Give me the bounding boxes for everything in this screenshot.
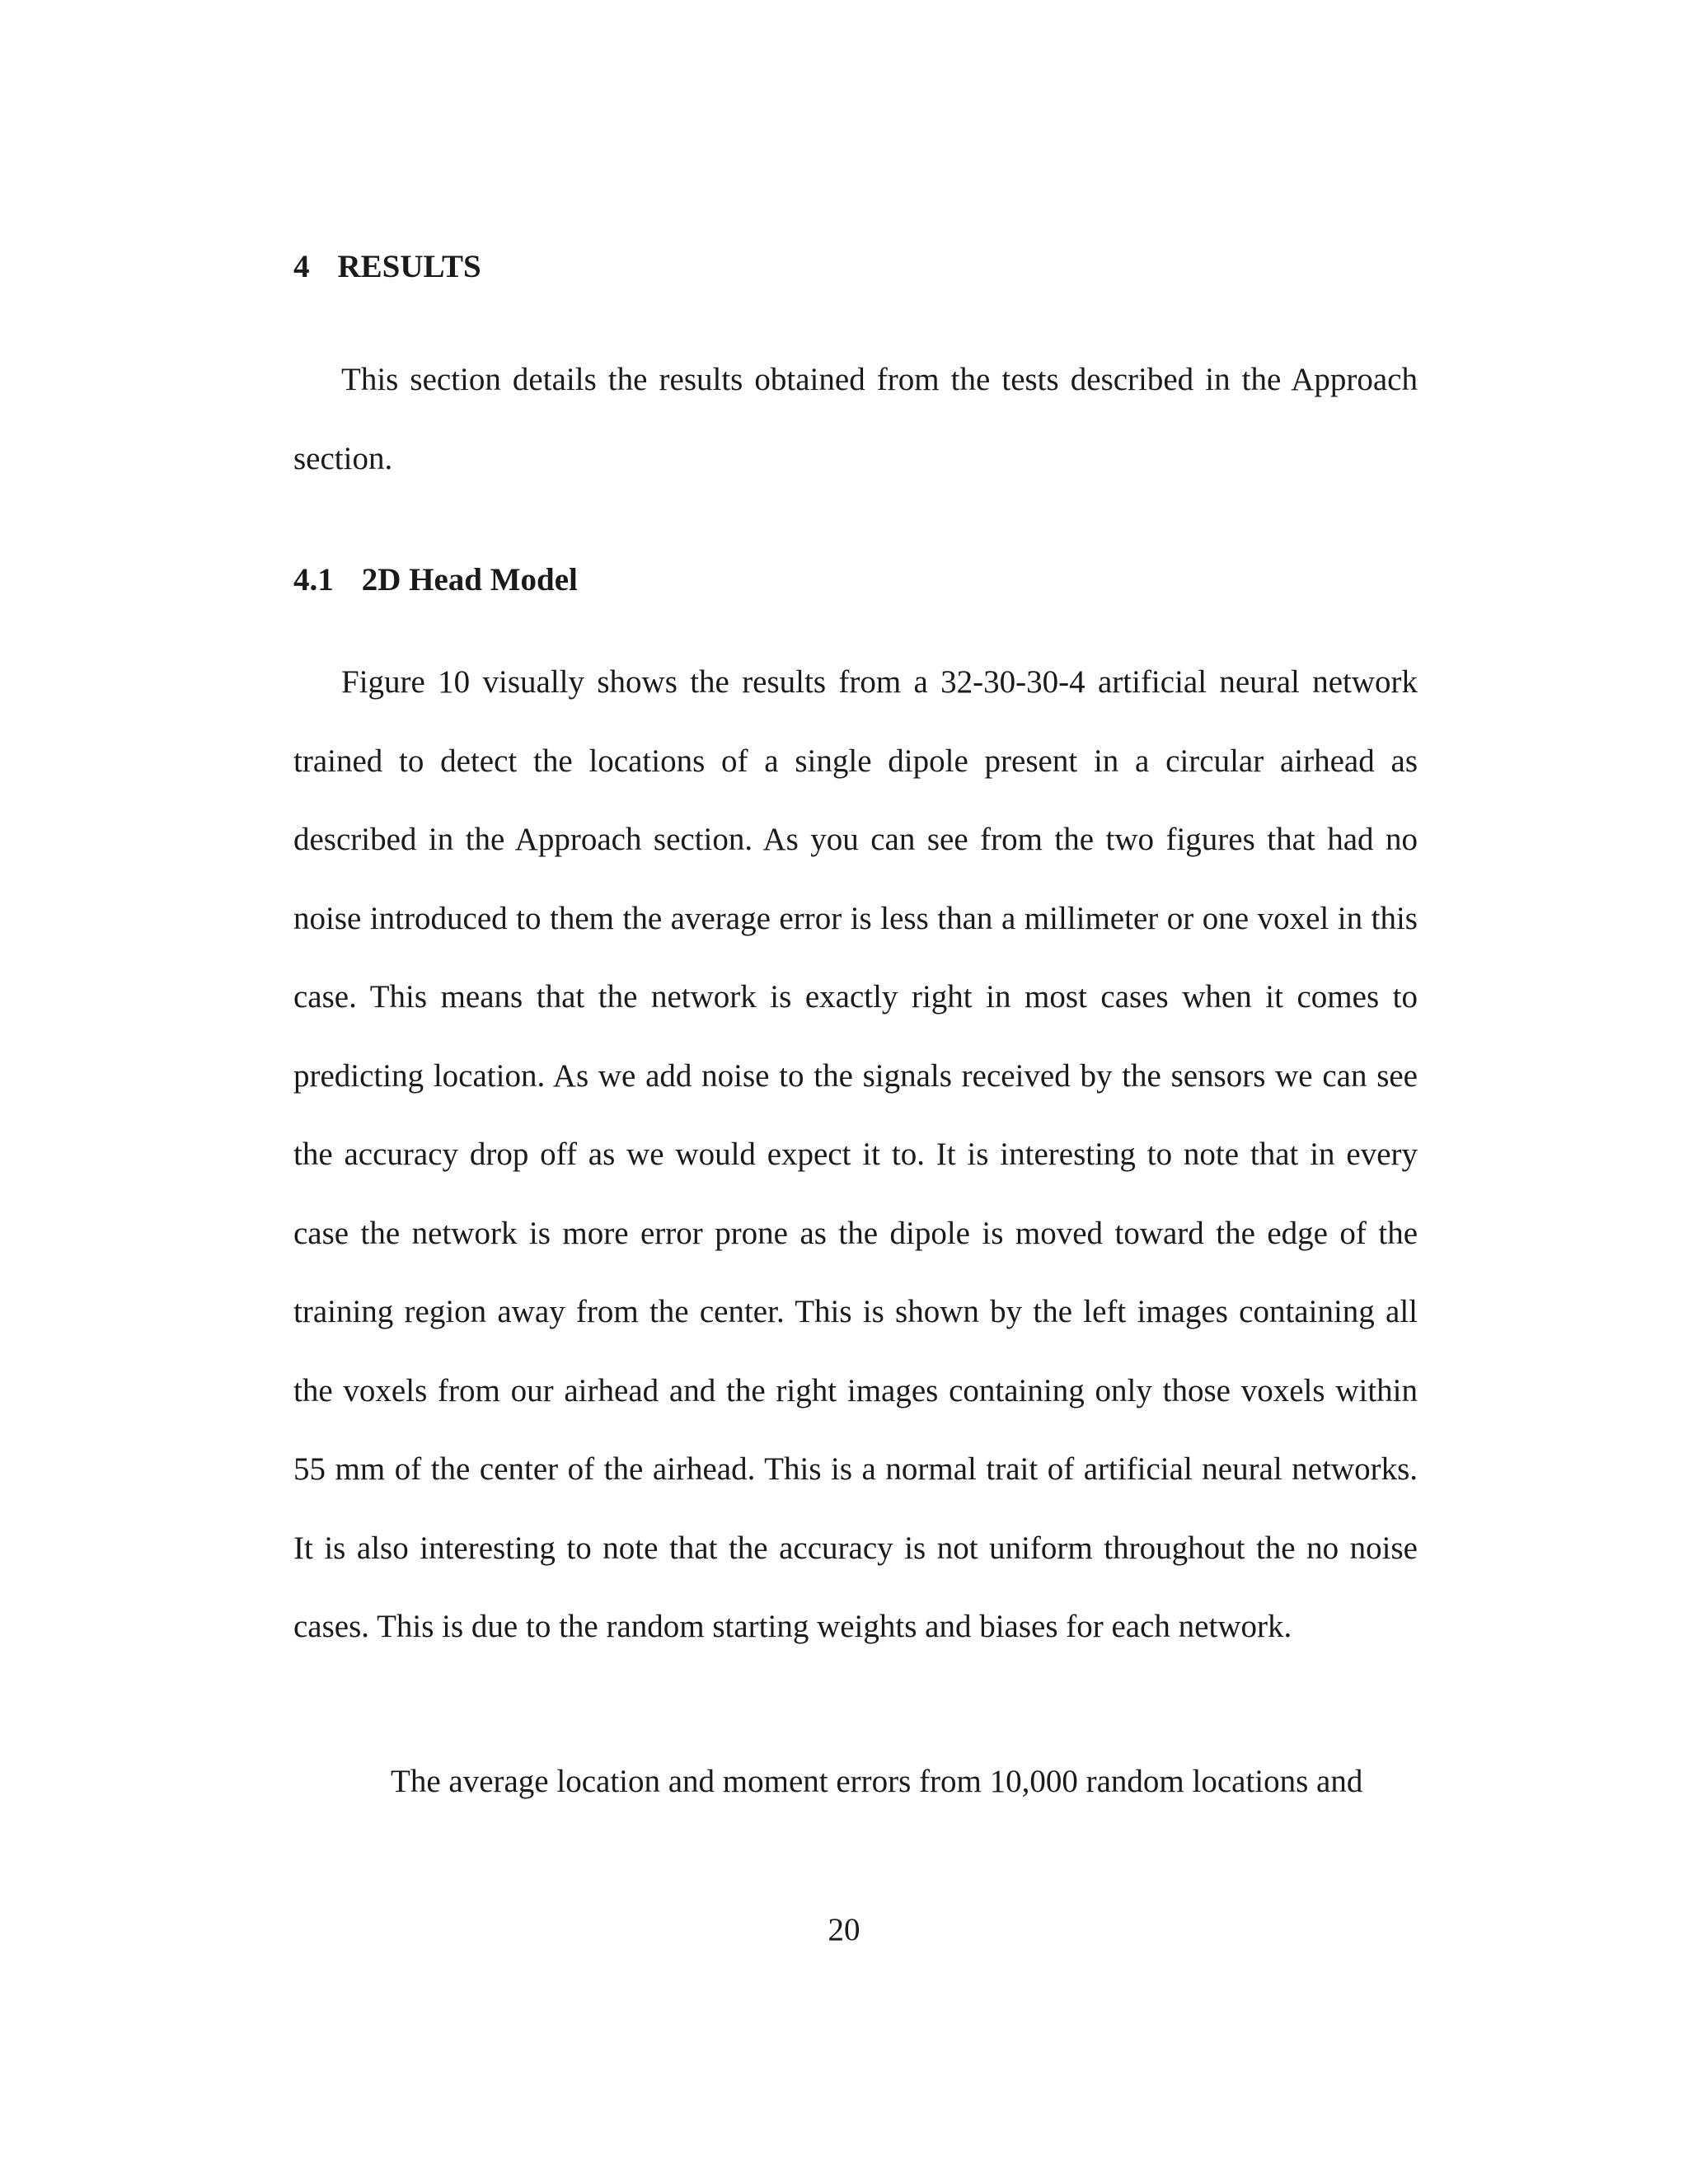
section-intro-paragraph: This section details the results obtained from the tests described in the Approach section. bbox=[293, 362, 1418, 476]
section-title: RESULTS bbox=[337, 249, 481, 284]
section-number: 4 bbox=[293, 249, 310, 284]
body-paragraph: Figure 10 visually shows the results from a 32-30-30-4 artificial neural network trained to detect the locations of a single dipole present in a circular airhead as described in the Approach section. As you can see from the two figures that had no noise introduced to them the average error is less than a millimeter or one voxel in this case. This means that the network is exactly right in most cases when it comes to predicting location. As we add noise to the signals received by the sensors we can see the accuracy drop off as we would expect it to. It is interesting to note that in every case the network is more error prone as the dipole is moved toward the edge of the training region away from the center. This is shown by the left images containing all the voxels from our airhead and the right images containing only those voxels within 55 mm of the center of the airhead. This is a normal trait of artificial neural networks. It is also interesting to note that the accuracy is not uniform throughout the no noise cases. This is due to the random starting weights and biases for each network. bbox=[293, 664, 1418, 1644]
subsection-heading bbox=[293, 560, 1418, 600]
page-number: 20 bbox=[828, 1912, 860, 1947]
subsection-number: 4.1 bbox=[293, 562, 334, 598]
body-paragraph-continued: The average location and moment errors from 10,000 random locations and bbox=[391, 1764, 1363, 1799]
section-heading bbox=[293, 247, 1418, 287]
subsection-title: 2D Head Model bbox=[361, 562, 578, 598]
